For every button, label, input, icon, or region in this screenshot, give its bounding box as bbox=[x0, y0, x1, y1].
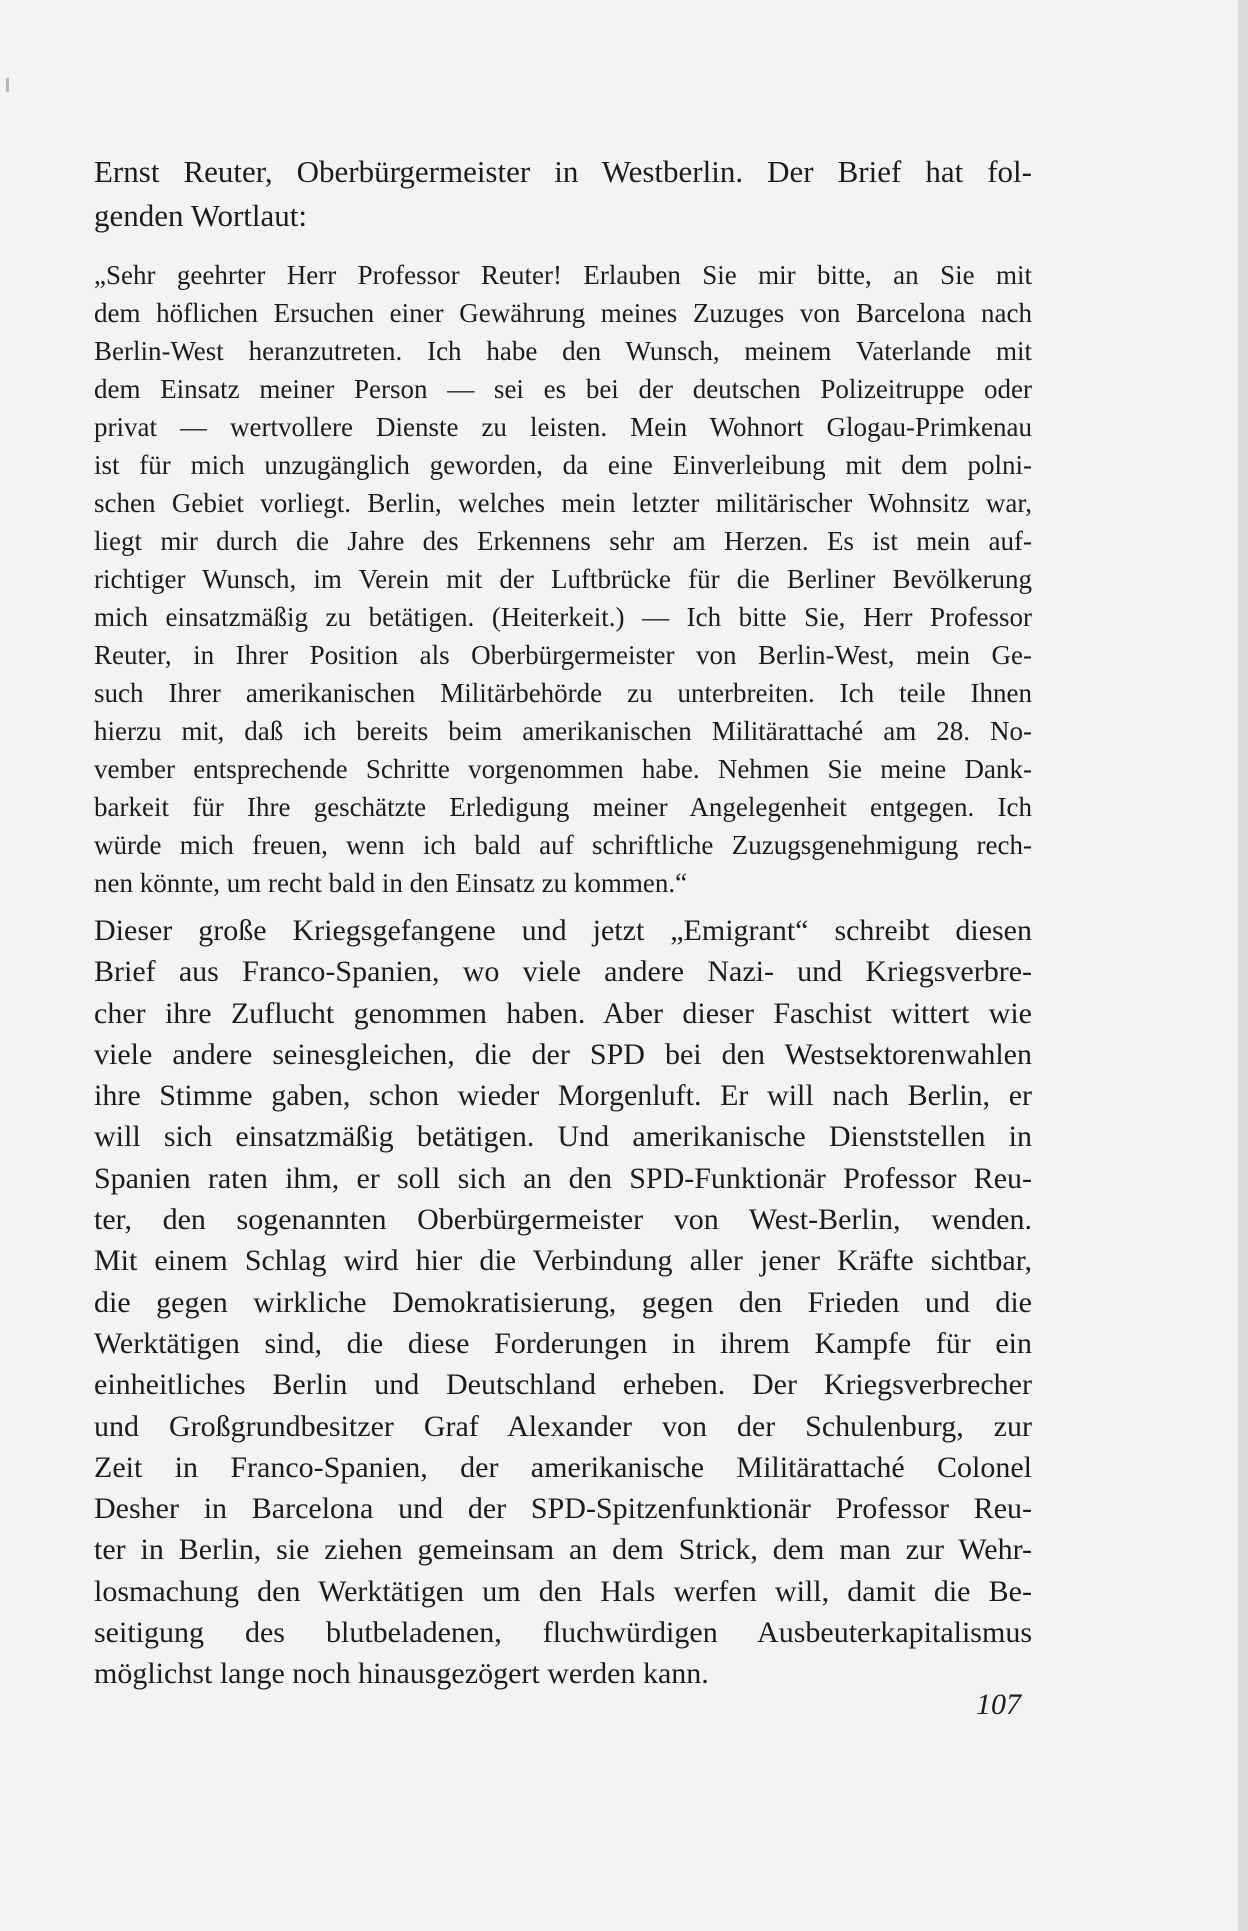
intro-paragraph bbox=[94, 150, 1032, 238]
text-line: Spanien raten ihm, er soll sich an den SPD-Funktionär Professor Reu- bbox=[94, 1161, 1032, 1195]
text-line: will sich einsatzmäßig betätigen. Und amerikanische Dienststellen in bbox=[94, 1120, 1032, 1154]
text-line: Zeit in Franco-Spanien, der amerikanische Militärattaché Colonel bbox=[94, 1450, 1032, 1484]
text-line: Brief aus Franco-Spanien, wo viele andere Nazi- und Kriegsverbre- bbox=[94, 955, 1032, 989]
text-line: mich einsatzmäßig zu betätigen. (Heiterkeit.) — Ich bitte Sie, Herr Professor bbox=[94, 602, 1032, 632]
text-line: Berlin-West heranzutreten. Ich habe den Wunsch, meinem Vaterlande mit bbox=[94, 336, 1032, 366]
text-line: Werktätigen sind, die diese Forderungen in ihrem Kampfe für ein bbox=[94, 1326, 1032, 1360]
text-line: vember entsprechende Schritte vorgenommen habe. Nehmen Sie meine Dank- bbox=[94, 754, 1032, 784]
text-line: richtiger Wunsch, im Verein mit der Luftbrücke für die Berliner Bevölkerung bbox=[94, 564, 1032, 594]
text-line: viele andere seinesgleichen, die der SPD bei den Westsektorenwahlen bbox=[94, 1037, 1032, 1071]
text-line: nen könnte, um recht bald in den Einsatz zu kommen.“ bbox=[94, 868, 688, 898]
text-line: möglichst lange noch hinausgezögert werden kann. bbox=[94, 1657, 709, 1691]
page-number: 107 bbox=[976, 1688, 1021, 1721]
text-line: seitigung des blutbeladenen, fluchwürdigen Ausbeuterkapitalismus bbox=[94, 1616, 1032, 1650]
text-line: cher ihre Zuflucht genommen haben. Aber dieser Faschist wittert wie bbox=[94, 996, 1032, 1030]
text-line: liegt mir durch die Jahre des Erkennens sehr am Herzen. Es ist mein auf- bbox=[94, 526, 1032, 556]
text-line: barkeit für Ihre geschätzte Erledigung meiner Angelegenheit entgegen. Ich bbox=[94, 792, 1032, 822]
text-line: „Sehr geehrter Herr Professor Reuter! Erlauben Sie mir bitte, an Sie mit bbox=[94, 260, 1032, 290]
text-line: Desher in Barcelona und der SPD-Spitzenfunktionär Professor Reu- bbox=[94, 1492, 1032, 1526]
body-paragraph bbox=[94, 910, 1032, 1695]
text-line: Ernst Reuter, Oberbürgermeister in Westberlin. Der Brief hat fol- bbox=[94, 154, 1032, 189]
text-line: die gegen wirkliche Demokratisierung, gegen den Frieden und die bbox=[94, 1285, 1032, 1319]
text-line: und Großgrundbesitzer Graf Alexander von der Schulenburg, zur bbox=[94, 1409, 1032, 1443]
text-line: Dieser große Kriegsgefangene und jetzt „Emigrant“ schreibt diesen bbox=[94, 914, 1032, 947]
scan-artifact-mark bbox=[6, 78, 9, 92]
text-line: losmachung den Werktätigen um den Hals werfen will, damit die Be- bbox=[94, 1574, 1032, 1608]
text-line: würde mich freuen, wenn ich bald auf schriftliche Zuzugsgenehmigung rech- bbox=[94, 830, 1032, 860]
text-line: Reuter, in Ihrer Position als Oberbürgermeister von Berlin-West, mein Ge- bbox=[94, 640, 1032, 670]
text-line: ter, den sogenannten Oberbürgermeister von West-Berlin, wenden. bbox=[94, 1203, 1032, 1237]
text-line: genden Wortlaut: bbox=[94, 198, 308, 233]
text-line: dem Einsatz meiner Person — sei es bei der deutschen Polizeitruppe oder bbox=[94, 374, 1032, 404]
text-line: such Ihrer amerikanischen Militärbehörde zu unterbreiten. Ich teile Ihnen bbox=[94, 678, 1032, 708]
text-line: hierzu mit, daß ich bereits beim amerikanischen Militärattaché am 28. No- bbox=[94, 716, 1032, 746]
quoted-letter bbox=[94, 256, 1032, 902]
text-line: Mit einem Schlag wird hier die Verbindung aller jener Kräfte sichtbar, bbox=[94, 1244, 1032, 1278]
text-line: schen Gebiet vorliegt. Berlin, welches mein letzter militärischer Wohnsitz war, bbox=[94, 488, 1032, 518]
text-line: ihre Stimme gaben, schon wieder Morgenluft. Er will nach Berlin, er bbox=[94, 1079, 1032, 1113]
text-line: privat — wertvollere Dienste zu leisten. Mein Wohnort Glogau-Primkenau bbox=[94, 412, 1032, 442]
text-line: einheitliches Berlin und Deutschland erheben. Der Kriegsverbrecher bbox=[94, 1368, 1032, 1402]
text-line: dem höflichen Ersuchen einer Gewährung meines Zuzuges von Barcelona nach bbox=[94, 298, 1032, 328]
text-line: ist für mich unzugänglich geworden, da eine Einverleibung mit dem polni- bbox=[94, 450, 1032, 480]
text-line: ter in Berlin, sie ziehen gemeinsam an dem Strick, dem man zur Wehr- bbox=[94, 1533, 1032, 1567]
